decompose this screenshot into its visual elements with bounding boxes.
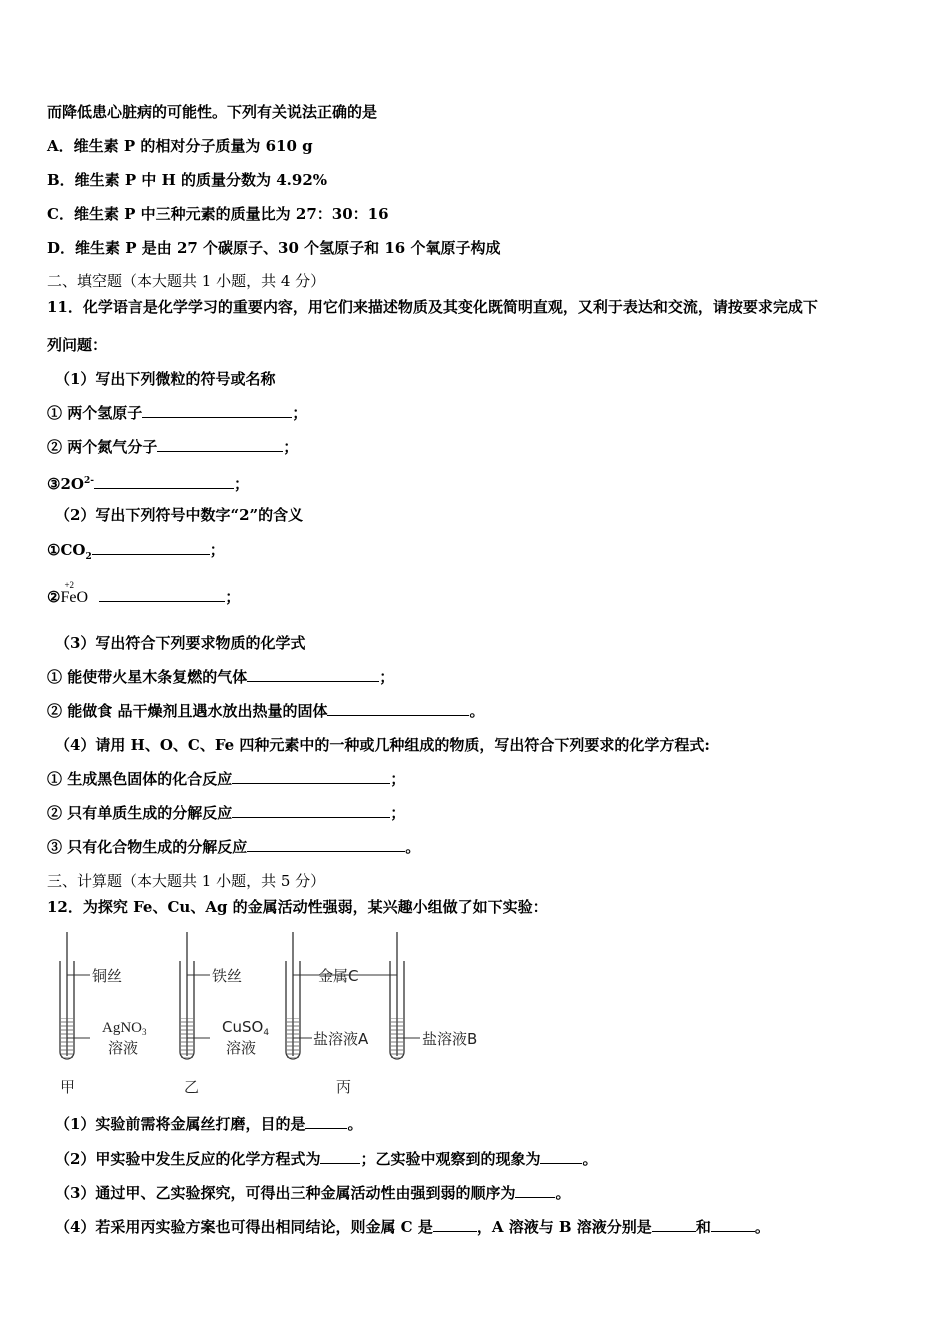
q12-s1-text: （1）实验前需将金属丝打磨，目的是 bbox=[55, 1115, 306, 1133]
q12-s3 bbox=[55, 1183, 570, 1203]
bing-solution-b: 盐溶液B bbox=[422, 1030, 478, 1048]
bing-wire-label: 金属C bbox=[318, 967, 359, 985]
period: 。 bbox=[582, 1150, 598, 1168]
section3-heading: 三、计算题（本大题共 1 小题，共 5 分） bbox=[47, 872, 326, 890]
answer-blank[interactable] bbox=[232, 769, 390, 784]
answer-blank[interactable] bbox=[515, 1183, 555, 1198]
answer-blank[interactable] bbox=[232, 803, 390, 818]
test-tube-jia bbox=[60, 932, 147, 1096]
q11-line1: 11．化学语言是化学学习的重要内容，用它们来描述物质及其变化既简明直观，又利于表达和交流，请按要求完成下 bbox=[47, 298, 818, 316]
answer-blank[interactable] bbox=[247, 667, 379, 682]
jia-solution-label: 溶液 bbox=[108, 1039, 139, 1057]
experiment-figure bbox=[50, 928, 510, 1100]
bing-solution-a: 盐溶液A bbox=[313, 1030, 369, 1048]
q11-p1-b bbox=[47, 437, 298, 457]
period: 。 bbox=[405, 838, 421, 856]
q11-p2-a bbox=[47, 540, 225, 567]
q10-option-a: A．维生素 P 的相对分子质量为 610 g bbox=[47, 137, 313, 155]
answer-blank[interactable] bbox=[433, 1217, 477, 1232]
q11-p1-c-charge: 2- bbox=[83, 476, 94, 486]
period: 。 bbox=[469, 702, 485, 720]
answer-blank[interactable] bbox=[652, 1217, 696, 1232]
q12-s1 bbox=[55, 1114, 362, 1134]
test-tube-yi bbox=[180, 932, 269, 1096]
feo-text: FeO bbox=[60, 589, 89, 606]
label-yi: 乙 bbox=[184, 1078, 200, 1096]
answer-blank[interactable] bbox=[94, 474, 234, 489]
q11-p4-b bbox=[47, 803, 405, 823]
label-jia: 甲 bbox=[60, 1078, 76, 1096]
q11-part4-title: （4）请用 H、O、C、Fe 四种元素中的一种或几种组成的物质，写出符合下列要求的化学方程式: bbox=[55, 736, 710, 754]
semicolon: ； bbox=[379, 668, 395, 686]
answer-blank[interactable] bbox=[247, 837, 405, 852]
q11-p1-c bbox=[47, 471, 249, 494]
answer-blank[interactable] bbox=[540, 1149, 582, 1164]
answer-blank[interactable] bbox=[92, 540, 210, 555]
q11-p2-b-prefix: ② bbox=[47, 588, 61, 606]
answer-blank[interactable] bbox=[142, 403, 292, 418]
answer-blank[interactable] bbox=[99, 587, 225, 602]
q11-part1-title: （1）写出下列微粒的符号或名称 bbox=[55, 370, 276, 388]
q11-p1-a-text: ① 两个氢原子 bbox=[47, 404, 143, 422]
section2-heading: 二、填空题（本大题共 1 小题，共 4 分） bbox=[47, 272, 326, 290]
q12-stem: 12．为探究 Fe、Cu、Ag 的金属活动性强弱，某兴趣小组做了如下实验： bbox=[47, 898, 548, 916]
q10-stem-tail: 而降低患心脏病的可能性。下列有关说法正确的是 bbox=[47, 103, 378, 121]
q11-p3-a bbox=[47, 667, 394, 687]
yi-solution-formula: CuSO$_4$ bbox=[222, 1018, 270, 1038]
valence-mark: +2 bbox=[64, 580, 75, 590]
q11-p4-c-text: ③ 只有化合物生成的分解反应 bbox=[47, 838, 248, 856]
label-bing: 丙 bbox=[336, 1078, 352, 1096]
q12-s2-text-b: ；乙实验中观察到的现象为 bbox=[360, 1150, 541, 1168]
q11-p3-b bbox=[47, 701, 484, 721]
q10-option-c: C．维生素 P 中三种元素的质量比为 27：30：16 bbox=[47, 205, 389, 223]
answer-blank[interactable] bbox=[157, 437, 283, 452]
q11-p1-b-text: ② 两个氮气分子 bbox=[47, 438, 158, 456]
q11-p4-a-text: ① 生成黑色固体的化合反应 bbox=[47, 770, 233, 788]
semicolon: ； bbox=[390, 770, 406, 788]
semicolon: ； bbox=[209, 541, 225, 559]
feo-formula bbox=[60, 580, 89, 606]
q11-line2: 列问题： bbox=[47, 336, 108, 354]
q12-s3-text: （3）通过甲、乙实验探究，可得出三种金属活动性由强到弱的顺序为 bbox=[55, 1184, 516, 1202]
q12-s4-text-a: （4）若采用丙实验方案也可得出相同结论，则金属 C 是 bbox=[55, 1218, 433, 1236]
q12-s2-text-a: （2）甲实验中发生反应的化学方程式为 bbox=[55, 1150, 321, 1168]
q11-p2-b bbox=[47, 580, 241, 608]
semicolon: ； bbox=[233, 475, 249, 493]
q11-p4-c bbox=[47, 837, 420, 857]
yi-solution-label: 溶液 bbox=[226, 1039, 257, 1057]
period: 。 bbox=[555, 1184, 571, 1202]
q11-p1-c-formula: ③2O bbox=[47, 475, 84, 493]
test-tube-bing-a bbox=[286, 932, 369, 1096]
semicolon: ； bbox=[292, 404, 308, 422]
q12-s2 bbox=[55, 1149, 597, 1169]
q11-p1-a bbox=[47, 403, 307, 423]
answer-blank[interactable] bbox=[305, 1114, 347, 1129]
jia-solution-formula: AgNO$_3$ bbox=[102, 1020, 147, 1037]
semicolon: ； bbox=[390, 804, 406, 822]
semicolon: ； bbox=[283, 438, 299, 456]
q11-p3-b-text: ② 能做食 品干燥剂且遇水放出热量的固体 bbox=[47, 702, 328, 720]
jia-wire-label: 铜丝 bbox=[92, 967, 123, 985]
answer-blank[interactable] bbox=[711, 1217, 755, 1232]
q11-p2-a-formula: ①CO bbox=[47, 541, 86, 559]
q11-p4-b-text: ② 只有单质生成的分解反应 bbox=[47, 804, 233, 822]
answer-blank[interactable] bbox=[320, 1149, 360, 1164]
answer-blank[interactable] bbox=[327, 701, 469, 716]
yi-wire-label: 铁丝 bbox=[212, 967, 243, 985]
q12-s4-text-c: 和 bbox=[695, 1218, 711, 1236]
q10-option-d: D．维生素 P 是由 27 个碳原子、30 个氢原子和 16 个氧原子构成 bbox=[47, 239, 501, 257]
period: 。 bbox=[754, 1218, 770, 1236]
q11-p2-a-sub: 2 bbox=[85, 552, 92, 562]
q11-p4-a bbox=[47, 769, 405, 789]
q12-s4 bbox=[55, 1217, 770, 1237]
q11-part2-title: （2）写出下列符号中数字“2”的含义 bbox=[55, 506, 304, 524]
q12-s4-text-b: ，A 溶液与 B 溶液分别是 bbox=[476, 1218, 652, 1236]
q11-part3-title: （3）写出符合下列要求物质的化学式 bbox=[55, 634, 306, 652]
q10-option-b: B．维生素 P 中 H 的质量分数为 4.92% bbox=[47, 171, 328, 189]
q11-p3-a-text: ① 能使带火星木条复燃的气体 bbox=[47, 668, 248, 686]
semicolon: ； bbox=[225, 588, 241, 606]
period: 。 bbox=[347, 1115, 363, 1133]
